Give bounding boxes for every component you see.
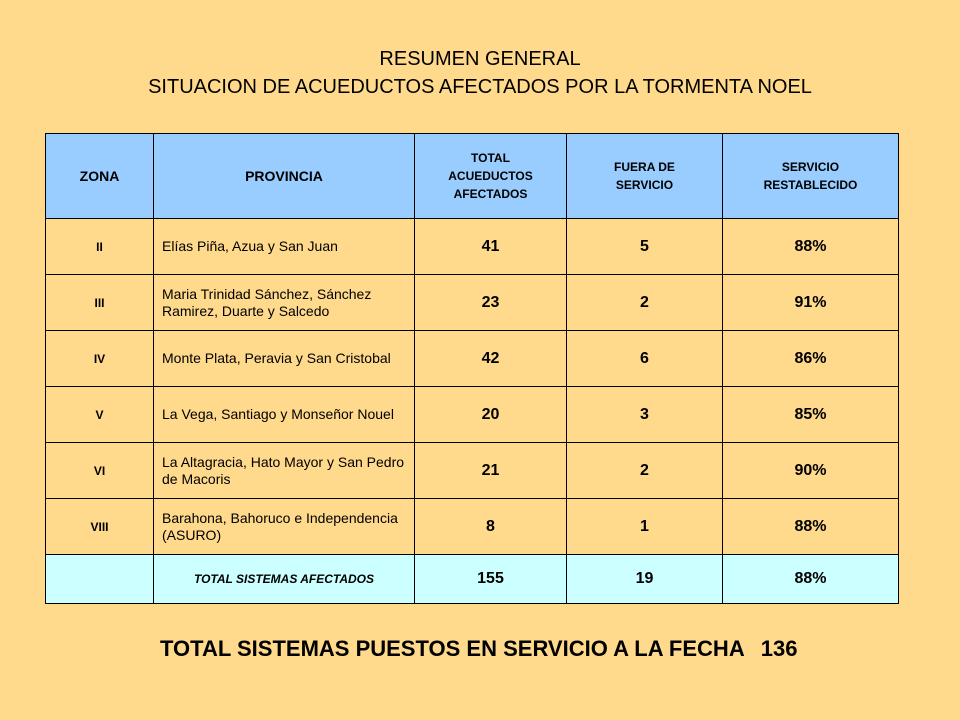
header-fuera-line2: SERVICIO	[615, 178, 674, 192]
header-total-line2: ACUEDUCTOS	[448, 169, 533, 183]
cell-fuera: 1	[567, 499, 723, 555]
header-servicio-restablecido	[723, 134, 899, 219]
cell-servicio: 88%	[723, 219, 899, 275]
totals-fuera: 19	[567, 555, 723, 604]
cell-total: 20	[415, 387, 567, 443]
header-serv-line1: SERVICIO	[781, 160, 840, 174]
cell-total: 41	[415, 219, 567, 275]
table-row	[46, 499, 899, 555]
cell-fuera: 2	[567, 275, 723, 331]
cell-zona: VI	[46, 443, 154, 499]
header-fuera-line1: FUERA DE	[614, 160, 675, 174]
cell-provincia: Barahona, Bahoruco e Independencia (ASURO)	[154, 499, 415, 555]
header-serv-line2: RESTABLECIDO	[763, 178, 858, 192]
cell-provincia: La Altagracia, Hato Mayor y San Pedro de Macoris	[154, 443, 415, 499]
footer-summary	[160, 636, 797, 662]
header-fuera-de-servicio	[567, 134, 723, 219]
cell-zona: IV	[46, 331, 154, 387]
header-row	[46, 134, 899, 219]
footer-label: TOTAL SISTEMAS PUESTOS EN SERVICIO A LA FECHA	[160, 636, 745, 661]
cell-fuera: 2	[567, 443, 723, 499]
cell-provincia: Monte Plata, Peravia y San Cristobal	[154, 331, 415, 387]
table-row	[46, 443, 899, 499]
page-subtitle: SITUACION DE ACUEDUCTOS AFECTADOS POR LA TORMENTA NOEL	[148, 76, 812, 98]
cell-fuera: 3	[567, 387, 723, 443]
cell-fuera: 5	[567, 219, 723, 275]
table-row	[46, 275, 899, 331]
cell-servicio: 86%	[723, 331, 899, 387]
cell-total: 21	[415, 443, 567, 499]
cell-servicio: 90%	[723, 443, 899, 499]
page-title: RESUMEN GENERAL	[379, 48, 581, 70]
cell-servicio: 85%	[723, 387, 899, 443]
cell-zona: III	[46, 275, 154, 331]
cell-provincia: La Vega, Santiago y Monseñor Nouel	[154, 387, 415, 443]
cell-zona: II	[46, 219, 154, 275]
header-total-line1: TOTAL	[471, 151, 510, 165]
header-zona: ZONA	[46, 134, 154, 219]
cell-total: 23	[415, 275, 567, 331]
cell-total: 8	[415, 499, 567, 555]
totals-label: TOTAL SISTEMAS AFECTADOS	[154, 555, 415, 604]
header-total-afectados	[415, 134, 567, 219]
header-provincia: PROVINCIA	[154, 134, 415, 219]
table-row	[46, 219, 899, 275]
totals-total: 155	[415, 555, 567, 604]
cell-servicio: 91%	[723, 275, 899, 331]
summary-table	[45, 133, 899, 604]
cell-servicio: 88%	[723, 499, 899, 555]
cell-provincia: Maria Trinidad Sánchez, Sánchez Ramirez, Duarte y Salcedo	[154, 275, 415, 331]
cell-zona: V	[46, 387, 154, 443]
header-total-line3: AFECTADOS	[453, 187, 528, 201]
footer-value: 136	[760, 636, 798, 661]
table-row	[46, 331, 899, 387]
cell-provincia: Elías Piña, Azua y San Juan	[154, 219, 415, 275]
totals-row	[46, 555, 899, 604]
cell-total: 42	[415, 331, 567, 387]
cell-empty	[46, 555, 154, 604]
totals-servicio: 88%	[723, 555, 899, 604]
table-row	[46, 387, 899, 443]
cell-fuera: 6	[567, 331, 723, 387]
cell-zona: VIII	[46, 499, 154, 555]
